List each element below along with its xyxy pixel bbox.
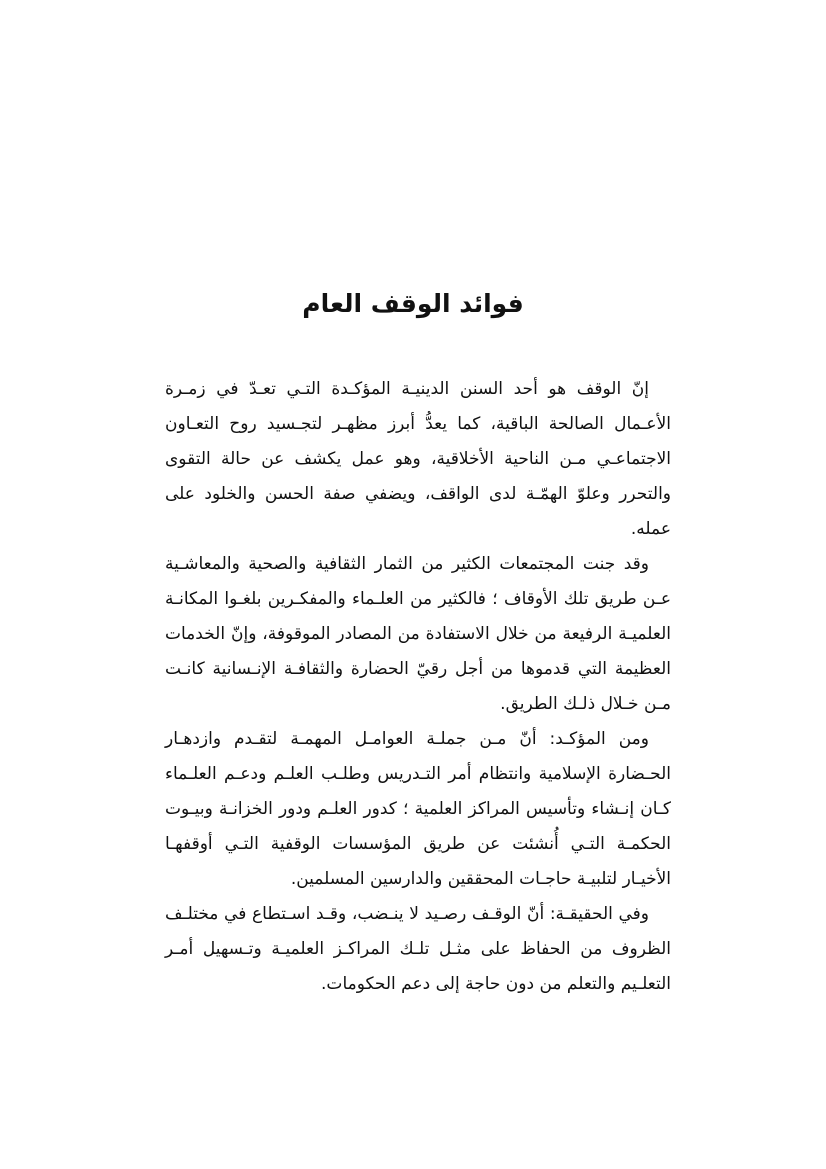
page-title: فوائد الوقف العام (302, 289, 524, 318)
paragraph-4: وفي الحقيقـة: أنّ الوقـف رصـيد لا ينـضب، وقـد اسـتطاع في مختلـف الظروف من الحفاظ على مثـل تلـك المراكـز العلميـة وتـسهيل أمـر التعلـيم والتعلم من دون حاجة إلى دعم الحكومات. (165, 904, 671, 994)
paragraph-1: إنّ الوقف هو أحد السنن الدينيـة المؤكـدة التـي تعـدّ في زمـرة الأعـمال الصالحة الباقية، كما يعدُّ أبرز مظهـر لتجـسيد روح التعـاون الاجتماعـي مـن الناحية الأخلاقية، وهو عمل يكشف عن حالة التقوى والتحرر وعلوّ الهمّـة لدى الواقف، ويضفي صفة الحسن والخلود على عمله. (165, 379, 671, 539)
paragraph-2: وقد جنت المجتمعات الكثير من الثمار الثقافية والصحية والمعاشـية عـن طريق تلك الأوقاف ؛ فالكثير من العلـماء والمفكـرين بلغـوا المكانـة العلميـة الرفيعة من خلال الاستفادة من المصادر الموقوفة، وإنّ الخدمات العظيمة التي قدموها من أجل رقيّ الحضارة والثقافـة الإنـسانية كانـت مـن خـلال ذلـك الطريق. (165, 554, 671, 714)
paragraph-3: ومن المؤكـد: أنّ مـن جملـة العوامـل المهمـة لتقـدم وازدهـار الحـضارة الإسلامية وانتظام أمر التـدريس وطلـب العلـم ودعـم العلـماء كـان إنـشاء وتأسيس المراكز العلمية ؛ كدور العلـم ودور الخزانـة وبيـوت الحكمـة التـي أُنشئت عن طريق المؤسسات الوقفية التـي أوقفهـا الأخيـار لتلبيـة حاجـات المحققين والدارسين المسلمين. (165, 729, 671, 889)
body-text (165, 372, 671, 1002)
